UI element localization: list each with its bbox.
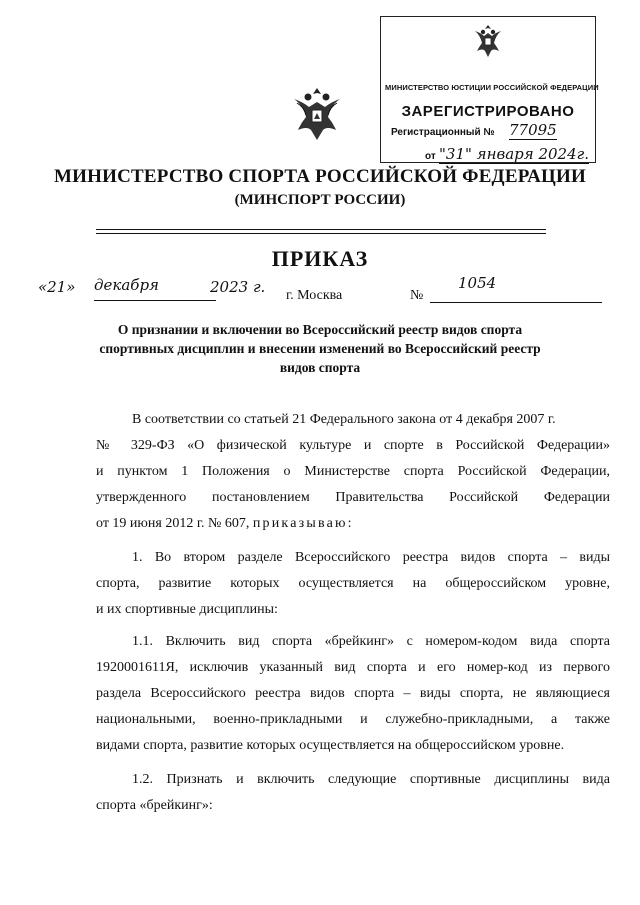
header-divider (96, 229, 546, 230)
order-subject-line: О признании и включении во Всероссийский реестр видов спорта (117, 322, 523, 337)
order-subject (70, 320, 570, 377)
body-line: спорта, развитие которых осуществляется на общероссийском уровне, (96, 576, 610, 591)
body-line (96, 516, 610, 532)
body-line: 1920001611Я, исключив указанный вид спорта и его номер-код из первого (96, 660, 610, 675)
order-date-line (38, 274, 608, 308)
order-number: 1054 (458, 274, 497, 292)
stamp-date-prefix: от (425, 151, 436, 162)
header-divider-thin (96, 233, 546, 234)
coat-of-arms-icon (289, 85, 345, 143)
body-line: В соответствии со статьей 21 Федерального закона от 4 декабря 2007 г. (132, 412, 556, 427)
body-line: и их спортивные дисциплины: (96, 602, 278, 617)
prikazyvayu-text: приказываю: (252, 516, 354, 531)
body-line: спорта «брейкинг»: (96, 798, 213, 813)
body-line: № 329-ФЗ «О физической культуре и спорте в Российской Федерации» (96, 438, 610, 453)
order-day: «21» (38, 278, 76, 296)
body-line-text: от 19 июня 2012 г. № 607, (96, 516, 250, 531)
body-line: утвержденного постановлением Правительства Российской Федерации (96, 490, 610, 505)
body-line: раздела Всероссийского реестра видов спорта – виды спорта, не являющиеся (96, 686, 610, 701)
registration-stamp (380, 16, 599, 163)
body-line: 1.1. Включить вид спорта «брейкинг» с номером-кодом вида спорта (132, 634, 610, 649)
body-line: национальными, военно-прикладными и служебно-прикладными, а также (96, 712, 610, 727)
stamp-date: "31" января 2024г. (439, 145, 589, 163)
stamp-ministry-name: МИНИСТЕРСТВО ЮСТИЦИИ РОССИЙСКОЙ ФЕДЕРАЦИИ (385, 83, 599, 92)
body-line: видами спорта, развитие которых осуществляется на общероссийском уровне. (96, 738, 565, 753)
order-month: декабря (94, 276, 159, 294)
document-type-title: ПРИКАЗ (271, 246, 369, 271)
stamp-status: ЗАРЕГИСТРИРОВАНО (401, 103, 575, 120)
body-line: 1.2. Признать и включить следующие спортивные дисциплины вида (132, 772, 610, 787)
stamp-date-line (425, 145, 595, 163)
order-number-label: № (410, 288, 424, 303)
order-subject-line: спортивных дисциплин и внесении изменений во Всероссийский реестр (99, 341, 541, 356)
order-city: г. Москва (286, 288, 343, 303)
stamp-date-suffix: г. (576, 145, 589, 163)
order-year: 2023 г. (210, 278, 266, 296)
ministry-title: МИНИСТЕРСТВО СПОРТА РОССИЙСКОЙ ФЕДЕРАЦИИ (54, 166, 586, 187)
stamp-coat-of-arms-icon (471, 21, 505, 59)
body-line: 1. Во втором разделе Всероссийского реестра видов спорта – виды (132, 550, 610, 565)
stamp-reg-label: Регистрационный № (391, 127, 495, 138)
order-number-underline (430, 302, 602, 303)
stamp-registration-line (391, 121, 595, 139)
order-month-underline (94, 300, 216, 301)
order-subject-line: видов спорта (279, 360, 361, 375)
body-line: и пунктом 1 Положения о Министерстве спорта Российской Федерации, (96, 464, 610, 479)
stamp-reg-number: 77095 (509, 121, 557, 139)
ministry-short-name: (МИНСПОРТ РОССИИ) (234, 192, 406, 208)
